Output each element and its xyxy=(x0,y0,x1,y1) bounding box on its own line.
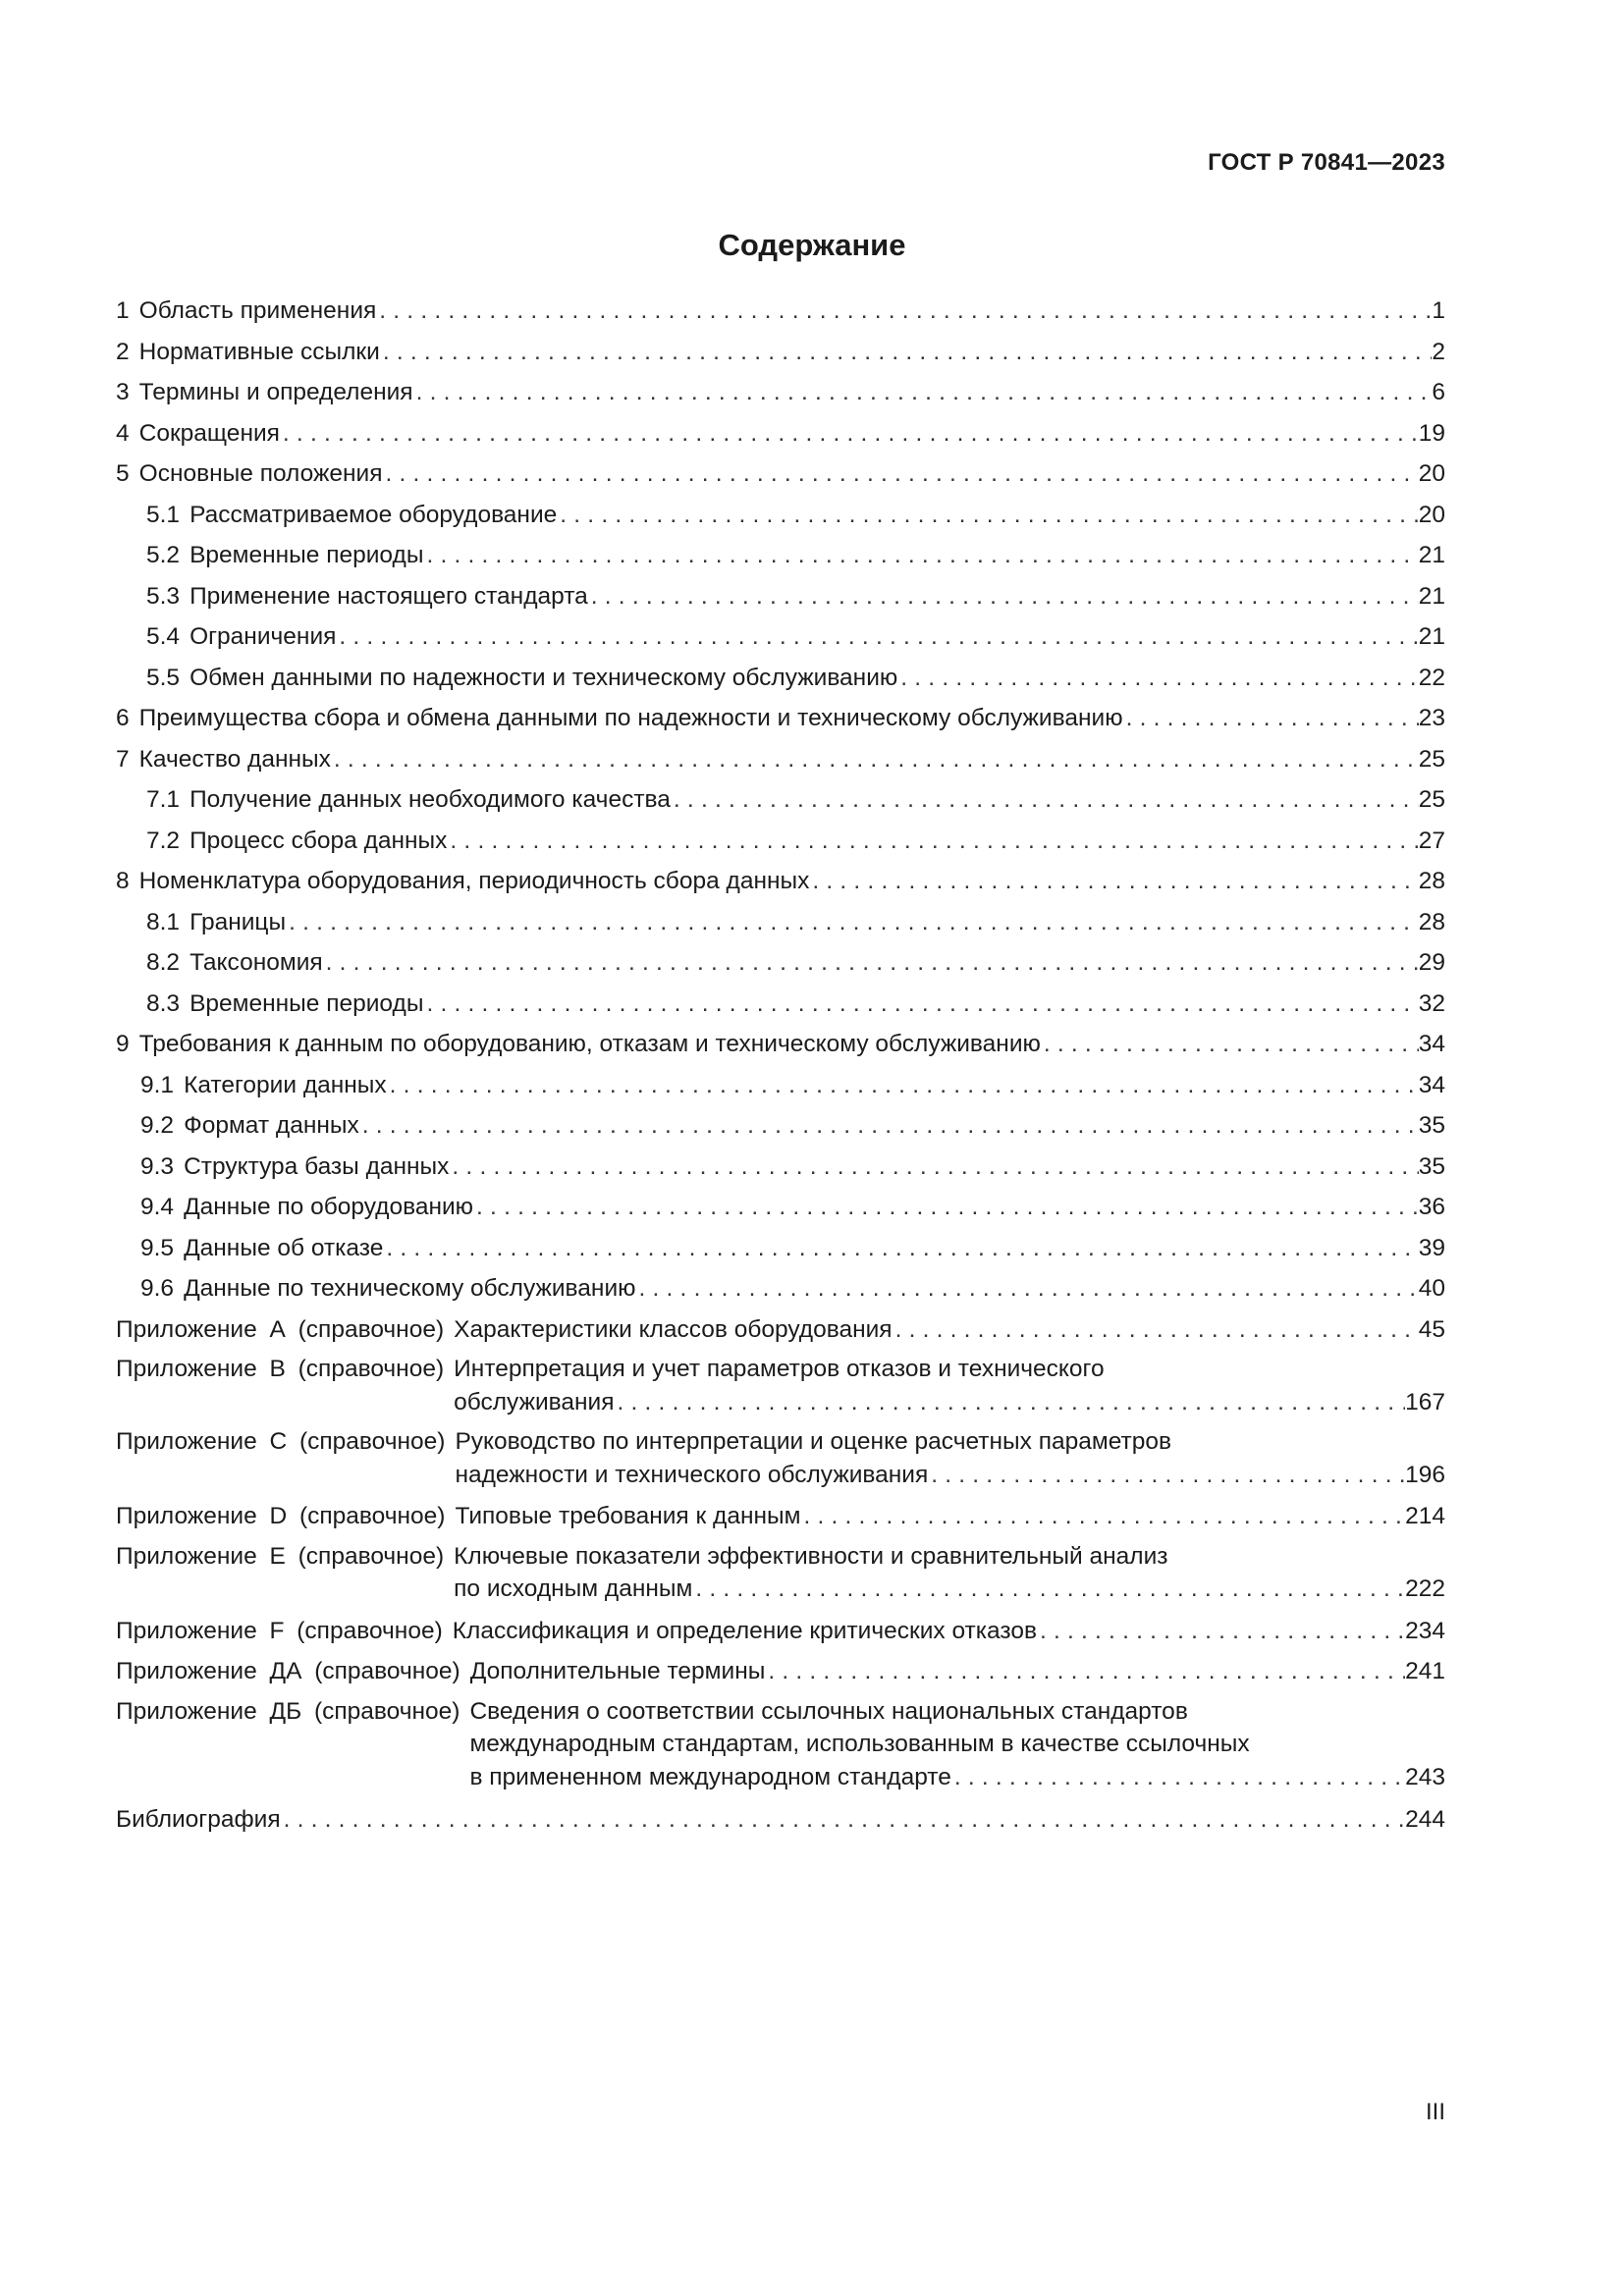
toc-entry[interactable] xyxy=(116,1020,1445,1061)
toc-entry-label: Границы xyxy=(189,908,287,935)
toc-entry-number: 8 xyxy=(116,868,130,894)
toc-entry-label: Структура базы данных xyxy=(184,1152,450,1180)
appendix-title: Характеристики классов оборудования xyxy=(454,1315,893,1343)
dot-leader xyxy=(674,783,1419,817)
dot-leader xyxy=(289,906,1419,939)
toc-entry[interactable] xyxy=(116,368,1445,409)
toc-entry-page: 196 xyxy=(1405,1461,1445,1488)
toc-entry-number: 9.5 xyxy=(140,1234,175,1261)
dot-leader xyxy=(452,1150,1418,1184)
toc-entry-page: 27 xyxy=(1418,827,1445,854)
dot-leader xyxy=(339,620,1418,654)
toc-entry-number: 8.2 xyxy=(146,949,181,976)
toc-entry-page: 19 xyxy=(1418,419,1445,447)
dot-leader xyxy=(954,1761,1405,1794)
toc-entry-page: 20 xyxy=(1418,460,1445,487)
toc-entry-number: 5.1 xyxy=(146,501,181,528)
toc-entry[interactable] xyxy=(116,694,1445,735)
dot-leader xyxy=(416,376,1433,409)
toc-entry-page: 36 xyxy=(1418,1194,1445,1220)
dot-leader xyxy=(900,662,1418,695)
toc-appendix-d[interactable] xyxy=(116,1492,1445,1533)
toc-entry-label: Библиография xyxy=(116,1806,281,1833)
toc-subentry[interactable] xyxy=(116,1061,1445,1102)
toc-entry[interactable] xyxy=(116,450,1445,491)
toc-entry-number: 2 xyxy=(116,338,130,365)
toc-entry-label: Основные положения xyxy=(138,460,383,487)
dot-leader xyxy=(426,539,1418,572)
appendix-title-line: по исходным данным xyxy=(454,1575,693,1602)
toc-entry-page: 6 xyxy=(1432,379,1445,405)
dot-leader xyxy=(639,1272,1419,1306)
dot-leader xyxy=(1040,1615,1405,1648)
toc-entry-page: 241 xyxy=(1405,1658,1445,1684)
toc-subentry[interactable] xyxy=(116,1224,1445,1265)
appendix-title-line: Ключевые показатели эффективности и сравнительный анализ xyxy=(454,1542,1168,1570)
dot-leader xyxy=(1126,702,1419,735)
toc-entry-page: 32 xyxy=(1418,989,1445,1017)
toc-entry-page: 25 xyxy=(1418,786,1445,813)
toc-entry-page: 34 xyxy=(1418,1071,1445,1098)
appendix-title-line: Руководство по интерпретации и оценке расчетных параметров xyxy=(455,1428,1172,1455)
toc-entry-label: Таксономия xyxy=(189,949,323,976)
toc-subentry[interactable] xyxy=(116,817,1445,858)
toc-entry-page: 23 xyxy=(1418,705,1445,731)
toc-entry-number: 5.2 xyxy=(146,542,181,568)
toc-entry-label: Временные периоды xyxy=(189,989,424,1017)
toc-appendix-db[interactable] xyxy=(116,1695,1445,1794)
toc-subentry[interactable] xyxy=(116,491,1445,532)
toc-entry-number: 7 xyxy=(116,745,130,773)
toc-appendix-a[interactable] xyxy=(116,1306,1445,1347)
toc-entry-page: 2 xyxy=(1432,338,1445,365)
toc-entry-page: 234 xyxy=(1405,1617,1445,1644)
toc-entry[interactable] xyxy=(116,735,1445,776)
appendix-heading: Приложение С (справочное) xyxy=(116,1428,446,1455)
toc-subentry[interactable] xyxy=(116,1143,1445,1184)
toc-entry-number: 9.3 xyxy=(140,1152,175,1180)
toc-entry-page: 214 xyxy=(1405,1503,1445,1529)
toc-entry-number: 9.4 xyxy=(140,1194,175,1220)
toc-entry-page: 25 xyxy=(1418,745,1445,773)
toc-entry-label: Временные периоды xyxy=(189,542,424,568)
dot-leader xyxy=(362,1109,1419,1143)
toc-subentry[interactable] xyxy=(116,1183,1445,1224)
toc-subentry[interactable] xyxy=(116,654,1445,695)
toc-entry-page: 21 xyxy=(1418,582,1445,610)
dot-leader xyxy=(390,1069,1419,1102)
appendix-heading: Приложение F (справочное) xyxy=(116,1617,443,1644)
toc-appendix-f[interactable] xyxy=(116,1607,1445,1648)
toc-entry-label: Номенклатура оборудования, периодичность сбора данных xyxy=(138,868,810,894)
toc-entry-label: Обмен данными по надежности и техническому обслуживанию xyxy=(189,664,898,691)
toc-subentry[interactable] xyxy=(116,938,1445,980)
toc-entry-page: 45 xyxy=(1418,1315,1445,1343)
appendix-title-line: обслуживания xyxy=(454,1388,615,1415)
dot-leader xyxy=(1044,1028,1419,1061)
toc-entry-number: 1 xyxy=(116,297,130,324)
toc-entry-number: 9.6 xyxy=(140,1275,175,1302)
toc-entry-label: Данные об отказе xyxy=(184,1234,384,1261)
appendix-heading: Приложение ДА (справочное) xyxy=(116,1658,460,1684)
dot-leader xyxy=(695,1573,1405,1606)
dot-leader xyxy=(560,499,1418,532)
toc-entry-page: 21 xyxy=(1418,623,1445,650)
dot-leader xyxy=(426,988,1418,1021)
toc-entry-page: 21 xyxy=(1418,542,1445,568)
toc-entry-label: Качество данных xyxy=(138,745,331,773)
toc-entry[interactable] xyxy=(116,409,1445,451)
dot-leader xyxy=(768,1655,1405,1688)
toc-entry-page: 40 xyxy=(1418,1275,1445,1302)
toc-entry-number: 9 xyxy=(116,1031,130,1057)
toc-entry-label: Сокращения xyxy=(138,419,280,447)
toc-appendix-e[interactable] xyxy=(116,1540,1445,1606)
dot-leader xyxy=(476,1191,1419,1224)
toc-entry-page: 22 xyxy=(1418,664,1445,691)
toc-entry-label: Процесс сбора данных xyxy=(189,827,448,854)
appendix-heading: Приложение Е (справочное) xyxy=(116,1542,445,1570)
toc-entry-number: 8.3 xyxy=(146,989,181,1017)
toc-entry-page: 35 xyxy=(1418,1152,1445,1180)
toc-entry-page: 34 xyxy=(1418,1031,1445,1057)
appendix-heading: Приложение А (справочное) xyxy=(116,1315,445,1343)
appendix-title: Типовые требования к данным xyxy=(455,1503,801,1529)
dot-leader xyxy=(379,294,1432,328)
toc-entry-label: Требования к данным по оборудованию, отказам и техническому обслуживанию xyxy=(138,1031,1041,1057)
appendix-title: Дополнительные термины xyxy=(469,1658,766,1684)
toc-entry-label: Нормативные ссылки xyxy=(138,338,380,365)
toc-entry-number: 5.4 xyxy=(146,623,181,650)
appendix-title-line: международным стандартам, использованным в качестве ссылочных xyxy=(469,1731,1250,1757)
toc-entry-number: 9.1 xyxy=(140,1071,175,1098)
toc-subentry[interactable] xyxy=(116,980,1445,1021)
dot-leader xyxy=(283,417,1419,451)
toc-entry-number: 7.1 xyxy=(146,786,181,813)
toc-entry-label: Формат данных xyxy=(184,1112,359,1139)
toc-appendix-c[interactable] xyxy=(116,1425,1445,1491)
toc-entry-page: 243 xyxy=(1405,1763,1445,1790)
toc-entry-number: 5.3 xyxy=(146,582,181,610)
toc-subentry[interactable] xyxy=(116,898,1445,939)
toc-entry-label: Применение настоящего стандарта xyxy=(189,582,588,610)
toc-entry[interactable] xyxy=(116,287,1445,328)
toc-entry-page: 167 xyxy=(1405,1388,1445,1415)
dot-leader xyxy=(618,1386,1406,1419)
dot-leader xyxy=(895,1313,1419,1347)
dot-leader xyxy=(386,1232,1418,1265)
toc-entry-label: Получение данных необходимого качества xyxy=(189,786,671,813)
toc-entry-page: 39 xyxy=(1418,1234,1445,1261)
appendix-title-line: Интерпретация и учет параметров отказов и технического xyxy=(454,1356,1105,1382)
toc-entry-label: Термины и определения xyxy=(138,379,413,405)
toc-entry-page: 1 xyxy=(1432,297,1445,324)
appendix-title-line: надежности и технического обслуживания xyxy=(455,1461,929,1488)
dot-leader xyxy=(450,825,1418,858)
page-title: Содержание xyxy=(718,228,906,262)
toc-bibliography[interactable] xyxy=(116,1795,1445,1837)
toc-subentry[interactable] xyxy=(116,572,1445,614)
toc-entry-page: 244 xyxy=(1405,1806,1445,1833)
toc-entry-label: Данные по техническому обслуживанию xyxy=(184,1275,636,1302)
toc-entry-label: Рассматриваемое оборудование xyxy=(189,501,558,528)
dot-leader xyxy=(385,457,1418,491)
toc-appendix-b[interactable] xyxy=(116,1353,1445,1418)
toc-entry-label: Данные по оборудованию xyxy=(184,1194,474,1220)
dot-leader xyxy=(812,865,1418,898)
dot-leader xyxy=(803,1500,1405,1533)
appendix-heading: Приложение D (справочное) xyxy=(116,1503,446,1529)
appendix-heading: Приложение В (справочное) xyxy=(116,1356,445,1382)
toc-entry-number: 7.2 xyxy=(146,827,181,854)
toc-entry-page: 35 xyxy=(1418,1112,1445,1139)
toc-entry-page: 29 xyxy=(1418,949,1445,976)
toc-entry-label: Ограничения xyxy=(189,623,337,650)
dot-leader xyxy=(591,580,1419,614)
toc-subentry[interactable] xyxy=(116,1264,1445,1306)
dot-leader xyxy=(931,1459,1405,1492)
appendix-title-line: в примененном международном стандарте xyxy=(469,1763,951,1790)
toc-entry-number: 4 xyxy=(116,419,130,447)
toc-entry-page: 20 xyxy=(1418,501,1445,528)
appendix-heading: Приложение ДБ (справочное) xyxy=(116,1697,460,1725)
toc-subentry[interactable] xyxy=(116,1101,1445,1143)
document-code: ГОСТ Р 70841—2023 xyxy=(1208,149,1445,176)
toc-entry-number: 9.2 xyxy=(140,1112,175,1139)
toc-entry-number: 8.1 xyxy=(146,908,181,935)
toc-subentry[interactable] xyxy=(116,531,1445,572)
appendix-title: Классификация и определение критических отказов xyxy=(452,1617,1037,1644)
toc-entry-page: 28 xyxy=(1418,868,1445,894)
dot-leader xyxy=(334,743,1419,776)
toc-entry-label: Область применения xyxy=(138,297,377,324)
dot-leader xyxy=(383,336,1433,369)
toc-entry-number: 5.5 xyxy=(146,664,181,691)
toc-entry-label: Категории данных xyxy=(184,1071,387,1098)
page-number: III xyxy=(1425,2099,1445,2125)
toc-entry-number: 6 xyxy=(116,705,130,731)
toc-entry-number: 3 xyxy=(116,379,130,405)
table-of-contents xyxy=(116,287,1445,1837)
toc-appendix-da[interactable] xyxy=(116,1647,1445,1688)
toc-entry[interactable] xyxy=(116,857,1445,898)
toc-entry-page: 222 xyxy=(1405,1575,1445,1602)
toc-entry-label: Преимущества сбора и обмена данными по надежности и техническому обслуживанию xyxy=(138,705,1123,731)
dot-leader xyxy=(326,946,1419,980)
toc-entry[interactable] xyxy=(116,328,1445,369)
dot-leader xyxy=(284,1803,1406,1837)
appendix-title-line: Сведения о соответствии ссылочных национальных стандартов xyxy=(469,1697,1188,1725)
toc-entry-page: 28 xyxy=(1418,908,1445,935)
toc-subentry[interactable] xyxy=(116,613,1445,654)
toc-entry-number: 5 xyxy=(116,460,130,487)
toc-subentry[interactable] xyxy=(116,775,1445,817)
